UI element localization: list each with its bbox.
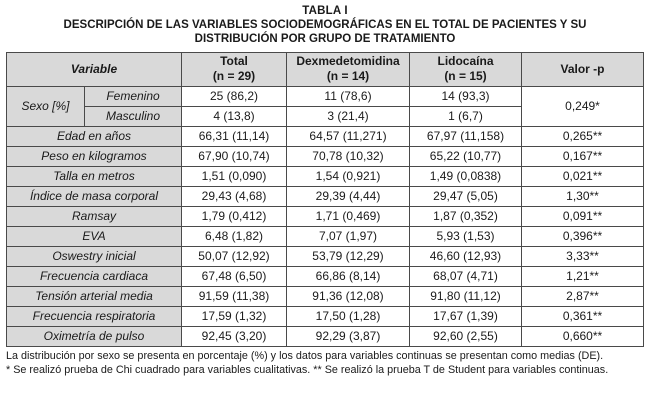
lidocaina-cell: 46,60 (12,93) (410, 246, 522, 266)
header-variable: Variable (7, 52, 182, 86)
total-cell: 25 (86,2) (182, 86, 287, 106)
dexmedetomidina-cell: 53,79 (12,29) (287, 246, 410, 266)
total-cell: 4 (13,8) (182, 106, 287, 126)
dexmedetomidina-cell: 70,78 (10,32) (287, 146, 410, 166)
total-cell: 1,79 (0,412) (182, 206, 287, 226)
header-p-value: Valor -p (522, 52, 644, 86)
dexmedetomidina-cell: 29,39 (4,44) (287, 186, 410, 206)
p-value-cell: 3,33** (522, 246, 644, 266)
header-total (182, 52, 287, 86)
table-row (7, 326, 644, 346)
dexmedetomidina-cell: 1,54 (0,921) (287, 166, 410, 186)
variable-cell: Frecuencia respiratoria (7, 306, 182, 326)
p-value-cell-sexo: 0,249* (522, 86, 644, 126)
table-row (7, 126, 644, 146)
header-lidocaina-n: (n = 15) (444, 69, 487, 84)
subvariable-cell-femenino: Femenino (85, 86, 182, 106)
lidocaina-cell: 5,93 (1,53) (410, 226, 522, 246)
lidocaina-cell: 17,67 (1,39) (410, 306, 522, 326)
p-value-cell: 0,091** (522, 206, 644, 226)
lidocaina-cell: 1,49 (0,0838) (410, 166, 522, 186)
dexmedetomidina-cell: 11 (78,6) (287, 86, 410, 106)
lidocaina-cell: 92,60 (2,55) (410, 326, 522, 346)
total-cell: 6,48 (1,82) (182, 226, 287, 246)
dexmedetomidina-cell: 17,50 (1,28) (287, 306, 410, 326)
total-cell: 91,59 (11,38) (182, 286, 287, 306)
header-total-name: Total (220, 54, 248, 69)
table-row (7, 206, 644, 226)
lidocaina-cell: 65,22 (10,77) (410, 146, 522, 166)
variable-cell: Ramsay (7, 206, 182, 226)
variable-cell: Talla en metros (7, 166, 182, 186)
table-row (7, 246, 644, 266)
p-value-cell: 0,265** (522, 126, 644, 146)
variable-cell: EVA (7, 226, 182, 246)
p-value-cell: 0,167** (522, 146, 644, 166)
total-cell: 50,07 (12,92) (182, 246, 287, 266)
dexmedetomidina-cell: 7,07 (1,97) (287, 226, 410, 246)
table-row (7, 266, 644, 286)
dexmedetomidina-cell: 1,71 (0,469) (287, 206, 410, 226)
header-dexmedetomidina (287, 52, 410, 86)
lidocaina-cell: 91,80 (11,12) (410, 286, 522, 306)
variable-cell: Oswestry inicial (7, 246, 182, 266)
header-lidocaina-name: Lidocaína (437, 54, 494, 69)
table-row-sexo-femenino (7, 86, 644, 106)
total-cell: 92,45 (3,20) (182, 326, 287, 346)
total-cell: 29,43 (4,68) (182, 186, 287, 206)
variable-cell: Índice de masa corporal (7, 186, 182, 206)
lidocaina-cell: 29,47 (5,05) (410, 186, 522, 206)
table-footnotes (6, 350, 644, 378)
total-cell: 67,90 (10,74) (182, 146, 287, 166)
dexmedetomidina-cell: 66,86 (8,14) (287, 266, 410, 286)
lidocaina-cell: 14 (93,3) (410, 86, 522, 106)
dexmedetomidina-cell: 64,57 (11,271) (287, 126, 410, 146)
variable-cell: Edad en años (7, 126, 182, 146)
header-dexmedetomidina-n: (n = 14) (326, 69, 370, 84)
lidocaina-cell: 1 (6,7) (410, 106, 522, 126)
lidocaina-cell: 1,87 (0,352) (410, 206, 522, 226)
table-subtitle: DESCRIPCIÓN DE LAS VARIABLES SOCIODEMOGRÁFICAS EN EL TOTAL DE PACIENTES Y SU DISTRIBUCIÓN POR GRUPO DE TRATAMIENTO (63, 19, 587, 46)
table-title: TABLA I (302, 5, 348, 17)
table-row (7, 286, 644, 306)
table-row (7, 146, 644, 166)
p-value-cell: 2,87** (522, 286, 644, 306)
header-total-n: (n = 29) (212, 69, 256, 84)
footnote-distribution: La distribución por sexo se presenta en porcentaje (%) y los datos para variables continuas se presentan como medias (DE). (6, 349, 604, 362)
total-cell: 67,48 (6,50) (182, 266, 287, 286)
table-header-row (7, 52, 644, 86)
dexmedetomidina-cell: 3 (21,4) (287, 106, 410, 126)
dexmedetomidina-cell: 91,36 (12,08) (287, 286, 410, 306)
sociodemographic-table (6, 52, 644, 347)
table-row (7, 306, 644, 326)
header-lidocaina (410, 52, 522, 86)
lidocaina-cell: 68,07 (4,71) (410, 266, 522, 286)
dexmedetomidina-cell: 92,29 (3,87) (287, 326, 410, 346)
p-value-cell: 1,21** (522, 266, 644, 286)
variable-cell: Frecuencia cardiaca (7, 266, 182, 286)
p-value-cell: 1,30** (522, 186, 644, 206)
variable-cell: Tensión arterial media (7, 286, 182, 306)
subvariable-cell-masculino: Masculino (85, 106, 182, 126)
total-cell: 66,31 (11,14) (182, 126, 287, 146)
total-cell: 17,59 (1,32) (182, 306, 287, 326)
variable-cell-sexo: Sexo [%] (7, 86, 85, 126)
table-row (7, 166, 644, 186)
table-row (7, 186, 644, 206)
total-cell: 1,51 (0,090) (182, 166, 287, 186)
variable-cell: Peso en kilogramos (7, 146, 182, 166)
p-value-cell: 0,361** (522, 306, 644, 326)
p-value-cell: 0,396** (522, 226, 644, 246)
p-value-cell: 0,021** (522, 166, 644, 186)
footnote-tests: * Se realizó prueba de Chi cuadrado para variables cualitativas. ** Se realizó la prueba T de Student para variables continuas. (6, 363, 609, 376)
p-value-cell: 0,660** (522, 326, 644, 346)
header-dexmedetomidina-name: Dexmedetomidina (296, 54, 400, 69)
table-row (7, 226, 644, 246)
variable-cell: Oximetría de pulso (7, 326, 182, 346)
lidocaina-cell: 67,97 (11,158) (410, 126, 522, 146)
